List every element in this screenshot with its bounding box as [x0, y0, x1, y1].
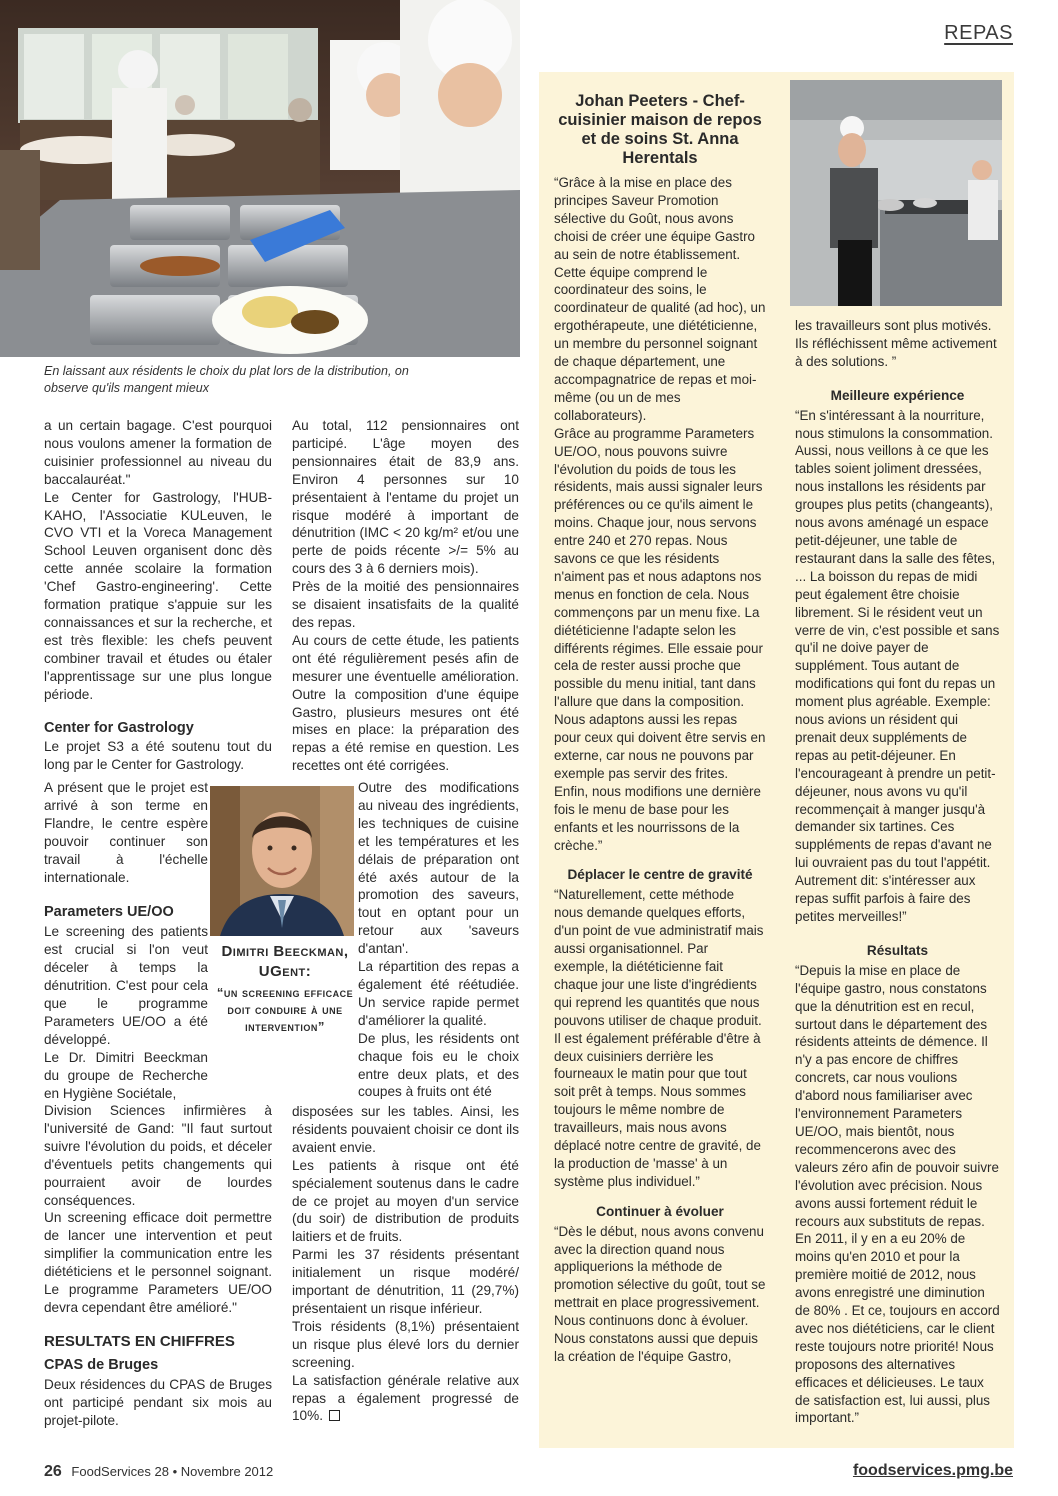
- paragraph: Au cours de cette étude, les patients ont été régulièrement pesés afin de mesurer une éventuelle amélioration. Outre la composition d'une équipe Gastro, plusieurs mesures ont été mises en place: la préparation des repas a été remise en question. Les recettes ont été corrigées.: [292, 632, 519, 774]
- paragraph: Près de la moitié des pensionnaires se disaient insatisfaits de la qualité des repas.: [292, 579, 519, 630]
- buffet-illustration: [0, 0, 520, 357]
- end-mark-icon: [329, 1410, 340, 1421]
- article-column-2-cont: [292, 1103, 519, 1425]
- article-column-1-cont: [44, 1102, 272, 1429]
- portrait-photo: [210, 786, 354, 936]
- paragraph: Outre des modifications au niveau des ingrédients, les techniques de cuisine et les températures et les délais de préparation ont été axés autour de la promotion des saveurs, tout en optant pour un retour aux 'saveurs d'antan'.: [358, 780, 519, 957]
- paragraph: “En s'intéressant à la nourriture, nous stimulons la consommation. Aussi, nous veillons à ce que les tables soient joliment dressées, nous installons les résidents par groupes plus petits (changeants), nous avons aménagé un espace petit-déjeuner, une table de restaurant dans la salle des fêtes, ... La boisson du repas de midi peut également être choisie librement. Si le résident veut un verre de vin, c'est possible et sans qu'il ne doive payer de supplément. Tous autant de modifications qui font du repas un moment plus agréable. Exemple: nous avions un résident qui prenait deux suppléments de repas au petit-déjeuner. En l'encourageant à prendre un petit-déjeuner, nous avons vu qu'il recommençait à manger jusqu'à demander six tartines. Ces suppléments de repas d'avant ne lui ouvraient pas du tout l'appétit. Autrement dit: s'intéresser aux repas suffit parfois à faire des petites merveilles!”: [795, 407, 1000, 924]
- subheading-parameters: Parameters UE/OO: [44, 904, 174, 921]
- paragraph-text: La satisfaction générale relative aux repas a également progressé de 10%.: [292, 1372, 519, 1424]
- subheading-resultats: Résultats: [866, 942, 929, 958]
- paragraph: Un screening efficace doit permettre de lancer une intervention et peut simplifier la communication entre les diététiciens et le personnel soignant. Le programme Parameters UE/OO devra cependant être amélioré.": [44, 1210, 272, 1315]
- pull-quote: [214, 942, 356, 1035]
- page-number: 26: [44, 1463, 62, 1480]
- pull-quote-name: Dimitri Beeckman, UGent:: [221, 943, 349, 980]
- paragraph: Division Sciences infirmières à l'université de Gand: "Il faut surtout suivre l'évolution du poids, et déceler d'éventuels petits changements qui pourraient avoir de lourdes conséquences.: [44, 1103, 272, 1208]
- sidebar-title: Johan Peeters - Chef-cuisinier maison de repos et de soins St. Anna Herentals: [558, 92, 762, 167]
- kitchen-illustration: [790, 80, 1002, 306]
- article-column-2: [292, 417, 519, 775]
- article-column-1-wrap-a: [44, 779, 208, 1102]
- paragraph: Deux résidences du CPAS de Bruges ont participé pendant six mois au projet-pilote.: [44, 1376, 272, 1428]
- section-label: REPAS: [944, 22, 1013, 44]
- paragraph: Parmi les 37 résidents présentant initialement un risque modéré/ important de dénutrition, 11 (29,7%) présentaient un risque inférieur.: [292, 1247, 519, 1316]
- paragraph: Trois résidents (8,1%) présentaient un risque plus élevé lors du dernier screening.: [292, 1318, 519, 1370]
- paragraph: “Naturellement, cette méthode nous demande quelques efforts, d'un point de vue administratif mais aussi organisationnel. Par exemple, la diététicienne fait chaque jour une liste d'ingrédients qui reprend les quantités que nous pouvons utiliser de chaque produit. Il est également préférable d'être à deux cuisiniers derrière les fourneaux le matin pour que tout soit prêt à temps. Nous sommes toujours le même nombre de travailleurs, mais nous avons déplacé notre centre de gravité, de la production de 'masse' à un système plus individuel.”: [554, 887, 764, 1189]
- paragraph: Au total, 112 pensionnaires ont participé. L'âge moyen des pensionnaires était de 83,9 ans. Environ 4 personnes sur 10 présentaient à l'entame du projet un risque modéré à important de dénutrition (IMC < 20 kg/m² et/ou une perte de poids récente >/= 5% au cours des 3 à 6 derniers mois).: [292, 418, 519, 577]
- paragraph: Le projet S3 a été soutenu tout du long par le Center for Gastrology.: [44, 739, 272, 773]
- heading-resultats-chiffres: RESULTATS EN CHIFFRES: [44, 1332, 235, 1350]
- paragraph: Grâce au programme Parameters UE/OO, nous pouvons suivre l'évolution du poids de tous les résidents, mais aussi signaler leurs préférences ou ce qu'ils aiment le moins. Chaque jour, nous servons entre 240 et 270 repas. Nous savons ce que les résidents n'aiment pas et nous adaptons nos menus en fonction de cela. Nous commençons par un menu fixe. La diététicienne l'adapte selon les différents régimes. Elle essaie pour cela de rester aussi proche que possible du menu initial, tant dans l'allure que dans la composition. Nous adaptons aussi les repas pour ceux qui doivent être servis en externe, car nous ne pouvons par exemple pas servir des frites. Enfin, nous modifions une dernière fois le menu de base pour les enfants et les nourrissons de la crèche.”: [554, 425, 766, 853]
- subheading-meilleure-experience: Meilleure expérience: [830, 387, 965, 403]
- photo-kitchen: [790, 80, 1002, 306]
- sidebar-column-2: [795, 317, 1000, 1427]
- paragraph: disposées sur les tables. Ainsi, les résidents pouvaient choisir ce dont ils avaient envie.: [292, 1104, 519, 1155]
- photo-caption: En laissant aux résidents le choix du plat lors de la distribution, on observe qu'ils mangent mieux: [44, 364, 409, 395]
- pull-quote-text: “un screening efficace doit conduire à une intervention”: [216, 985, 354, 1034]
- paragraph: Le screening des patients est crucial si l'on veut déceler à temps la dénutrition. C'est pour cela que le programme Parameters UE/OO a été développé.: [44, 924, 208, 1047]
- sidebar-column-1: [554, 92, 766, 1366]
- paragraph: a un certain bagage. C'est pourquoi nous voulons amener la formation de cuisinier professionnel au niveau du baccalauréat.": [44, 418, 272, 487]
- website-link[interactable]: foodservices.pmg.be: [852, 1462, 1013, 1479]
- paragraph: La répartition des repas a également été réétudiée. Un service rapide permet d'améliorer la qualité.: [358, 959, 519, 1028]
- paragraph: les travailleurs sont plus motivés. Ils réfléchissent même activement à des solutions. ”: [795, 318, 997, 369]
- paragraph: A présent que le projet est arrivé à son terme en Flandre, le centre espère pouvoir continuer son travail à l'échelle internationale.: [44, 780, 208, 885]
- subheading-centre-gravite: Déplacer le centre de gravité: [567, 867, 753, 883]
- subheading-continuer: Continuer à évoluer: [596, 1203, 724, 1219]
- paragraph: [292, 1372, 519, 1426]
- paragraph: Le Dr. Dimitri Beeckman du groupe de Recherche en Hygiène Sociétale,: [44, 1049, 208, 1101]
- paragraph: De plus, les résidents ont chaque fois eu le choix entre deux plats, et des coupes à fruits ont été: [358, 1030, 519, 1100]
- photo-buffet: [0, 0, 520, 357]
- paragraph: “Depuis la mise en place de l'équipe gastro, nous constatons que la dénutrition est en recul, surtout dans le département des résidents atteints de démence. Il n'y a pas encore de chiffres concrets, car nous voulions d'abord nous familiariser avec l'environnement Parameters UE/OO, mais bientôt, nous recommencerons avec des valeurs zéro afin de pouvoir suivre l'évolution avec précision. Nous avons aussi fortement réduit le recours aux substituts de repas. En 2011, il y en a eu 20% de moins qu'en 2010 et pour la première moitié de 2012, nous avons enregistré une diminution de 80% . Et ce, toujours en accord avec nos diététiciens, car le client reste toujours notre priorité! Nous proposons des alternatives efficaces et délicieuses. Le taux de satisfaction est, lui aussi, plus important.”: [795, 962, 1000, 1426]
- paragraph: Le Center for Gastrology, l'HUB-KAHO, l'Associatie KULeuven, le CVO VTI et la Voreca Management School Leuven organisent donc dès cette année scolaire la formation 'Chef Gastro-engineering'. Cette formation pratique s'appuie sur les connaissances et sur la recherche, et est très flexible: les chefs peuvent combiner travail et études ou étaler l'apprentissage sur une plus longue période.: [44, 489, 272, 702]
- article-column-2-wrap: [358, 779, 519, 1101]
- paragraph: “Grâce à la mise en place des principes Saveur Promotion sélective du Goût, nous avons choisi de créer une équipe Gastro au sein de notre établissement. Cette équipe comprend le coordinateur des soins, le coordinateur de qualité (ad hoc), un ergothérapeute, une diététicienne, un membre du personnel soignant de chaque département, une accompagnatrice de repas et moi-même (ou un de mes collaborateurs).: [554, 175, 766, 423]
- page-footer: [44, 1463, 273, 1481]
- portrait-illustration: [210, 786, 354, 936]
- issue-info: FoodServices 28 • Novembre 2012: [71, 1464, 274, 1479]
- article-column-1: [44, 417, 272, 774]
- paragraph: “Dès le début, nous avons convenu avec la direction quand nous appliquerions la méthode de promotion sélective du goût, tout se mettrait en place progressivement. Nous continuons donc à évoluer. Nous constatons aussi que depuis la création de l'équipe Gastro,: [554, 1223, 766, 1364]
- subheading-cpas-bruges: CPAS de Bruges: [44, 1356, 159, 1373]
- subheading-center-gastrology: Center for Gastrology: [44, 719, 194, 736]
- paragraph: Les patients à risque ont été spécialement soutenus dans le cadre de ce projet au moyen d'un service (du soir) de distribution de produits laitiers et de fruits.: [292, 1157, 519, 1245]
